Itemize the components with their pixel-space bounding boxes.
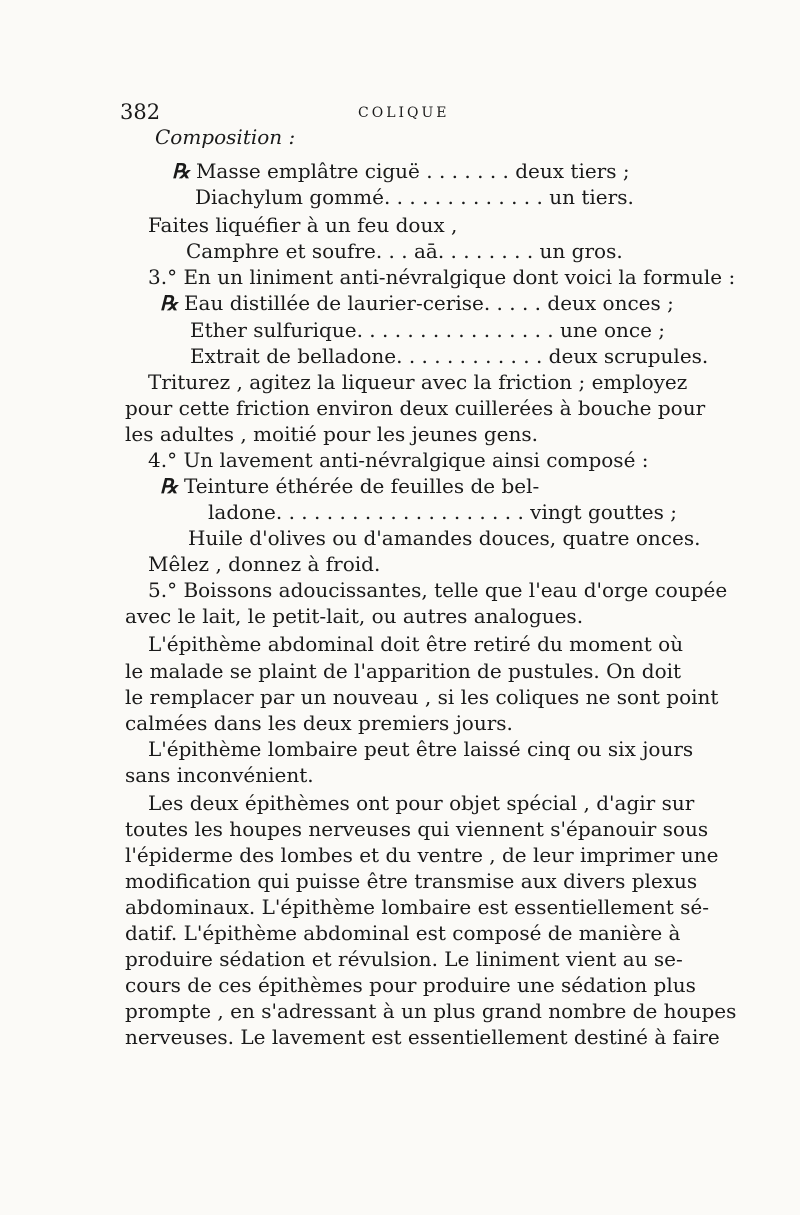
text-line: produire sédation et révulsion. Le liniment vient au se- [125,947,683,971]
rx-symbol-icon: ℞ [160,291,178,315]
text-line: pour cette friction environ deux cuillerées à bouche pour [125,396,706,420]
text-line: avec le lait, le petit-lait, ou autres analogues. [125,604,584,628]
composition-heading: Composition : [155,125,296,149]
recipe-line: Diachylum gommé. . . . . . . . . . . . . un tiers. [195,185,634,209]
text-line: l'épiderme des lombes et du ventre , de leur imprimer une [125,843,719,867]
text-line: nerveuses. Le lavement est essentiellement destiné à faire [125,1025,720,1049]
recipe-line: ℞ Eau distillée de laurier-cerise. . . . . deux onces ; [160,291,674,315]
text-line: prompte , en s'adressant à un plus grand nombre de houpes [125,999,737,1023]
text-line: 5.° Boissons adoucissantes, telle que l'eau d'orge coupée [148,578,728,602]
text-line: sans inconvénient. [125,763,314,787]
text-line: modification qui puisse être transmise aux divers plexus [125,869,698,893]
text-line: 3.° En un liniment anti-névralgique dont voici la formule : [148,265,736,289]
page-number: 382 [120,100,161,124]
text-line: calmées dans les deux premiers jours. [125,711,513,735]
text-line: 4.° Un lavement anti-névralgique ainsi composé : [148,448,649,472]
text-line: Mêlez , donnez à froid. [148,552,381,576]
text-line: cours de ces épithèmes pour produire une sédation plus [125,973,696,997]
text-line: toutes les houpes nerveuses qui viennent s'épanouir sous [125,817,709,841]
rx-symbol-icon: ℞ [160,474,178,498]
text-line: le malade se plaint de l'apparition de pustules. On doit [125,659,682,683]
text-line: les adultes , moitié pour les jeunes gens. [125,422,538,446]
recipe-line: Huile d'olives ou d'amandes douces, quatre onces. [188,526,701,550]
text-line: abdominaux. L'épithème lombaire est essentiellement sé- [125,895,710,919]
recipe-line: ℞ Teinture éthérée de feuilles de bel- [160,474,540,498]
recipe-line: ladone. . . . . . . . . . . . . . . . . . . . vingt gouttes ; [208,500,677,524]
recipe-line: Ether sulfurique. . . . . . . . . . . . . . . . une once ; [190,318,666,342]
recipe-line: ℞ Masse emplâtre ciguë . . . . . . . deux tiers ; [172,159,630,183]
text-line: Triturez , agitez la liqueur avec la friction ; employez [148,370,688,394]
text-line: Faites liquéfier à un feu doux , [148,213,458,237]
text-line: L'épithème lombaire peut être laissé cinq ou six jours [148,737,694,761]
recipe-line: Camphre et soufre. . . aā. . . . . . . . un gros. [186,239,623,263]
text-line: L'épithème abdominal doit être retiré du moment où [148,632,684,656]
text-line: Les deux épithèmes ont pour objet spécial , d'agir sur [148,791,695,815]
recipe-line: Extrait de belladone. . . . . . . . . . . . deux scrupules. [190,344,709,368]
text-line: datif. L'épithème abdominal est composé de manière à [125,921,681,945]
text-line: le remplacer par un nouveau , si les coliques ne sont point [125,685,719,709]
running-title: COLIQUE [358,105,450,121]
rx-symbol-icon: ℞ [172,159,190,183]
